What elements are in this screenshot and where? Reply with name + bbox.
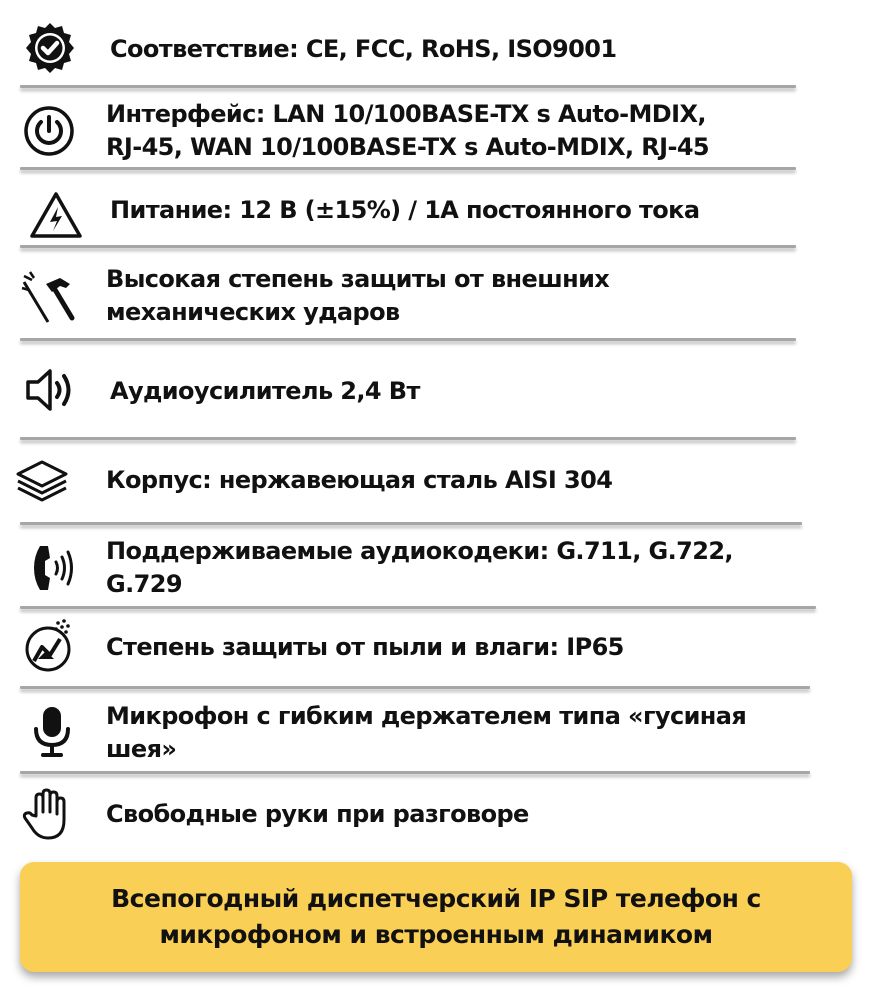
power-icon [21, 103, 77, 159]
divider [20, 167, 796, 170]
hand-icon [20, 786, 76, 842]
divider [20, 771, 810, 774]
feature-text: Микрофон с гибким держателем типа «гусиная [106, 702, 747, 730]
feature-text: Питание: 12 В (±15%) / 1А постоянного тока [110, 196, 700, 224]
feature-text: Корпус: нержавеющая сталь AISI 304 [106, 466, 613, 494]
feature-text: шея» [106, 735, 177, 763]
feature-text: RJ-45, WAN 10/100BASE-TX s Auto-MDIX, RJ-45 [106, 133, 710, 161]
speaker-icon [22, 362, 78, 418]
divider [20, 245, 796, 248]
feature-text: Степень защиты от пыли и влаги: IP65 [106, 633, 624, 661]
certified-badge-icon [22, 20, 78, 76]
feature-text: Поддерживаемые аудиокодеки: G.711, G.722, [106, 537, 733, 565]
feature-text: Высокая степень защиты от внешних [106, 265, 610, 293]
layers-icon [14, 452, 70, 508]
feature-text: механических ударов [106, 298, 400, 326]
banner-text: Всепогодный диспетчерский IP SIP телефон с [111, 884, 761, 913]
microphone-icon [24, 703, 80, 759]
high-voltage-warning-icon [28, 188, 84, 244]
phone-sound-icon [26, 540, 82, 596]
feature-text: Свободные руки при разговоре [106, 800, 529, 828]
divider [20, 522, 802, 525]
product-title-banner [20, 862, 852, 972]
feature-text: Соответствие: CE, FCC, RoHS, ISO9001 [110, 35, 617, 63]
feature-text: Аудиоусилитель 2,4 Вт [110, 377, 420, 405]
divider [20, 85, 796, 88]
feature-text: Интерфейс: LAN 10/100BASE-TX s Auto-MDIX, [106, 100, 706, 128]
divider [20, 437, 796, 440]
divider [20, 606, 816, 609]
hammer-impact-icon [20, 270, 76, 326]
banner-text: микрофоном и встроенным динамиком [159, 920, 713, 949]
divider [20, 686, 810, 689]
divider [20, 338, 796, 341]
dust-water-protection-icon [20, 617, 76, 673]
feature-text: G.729 [106, 570, 182, 598]
